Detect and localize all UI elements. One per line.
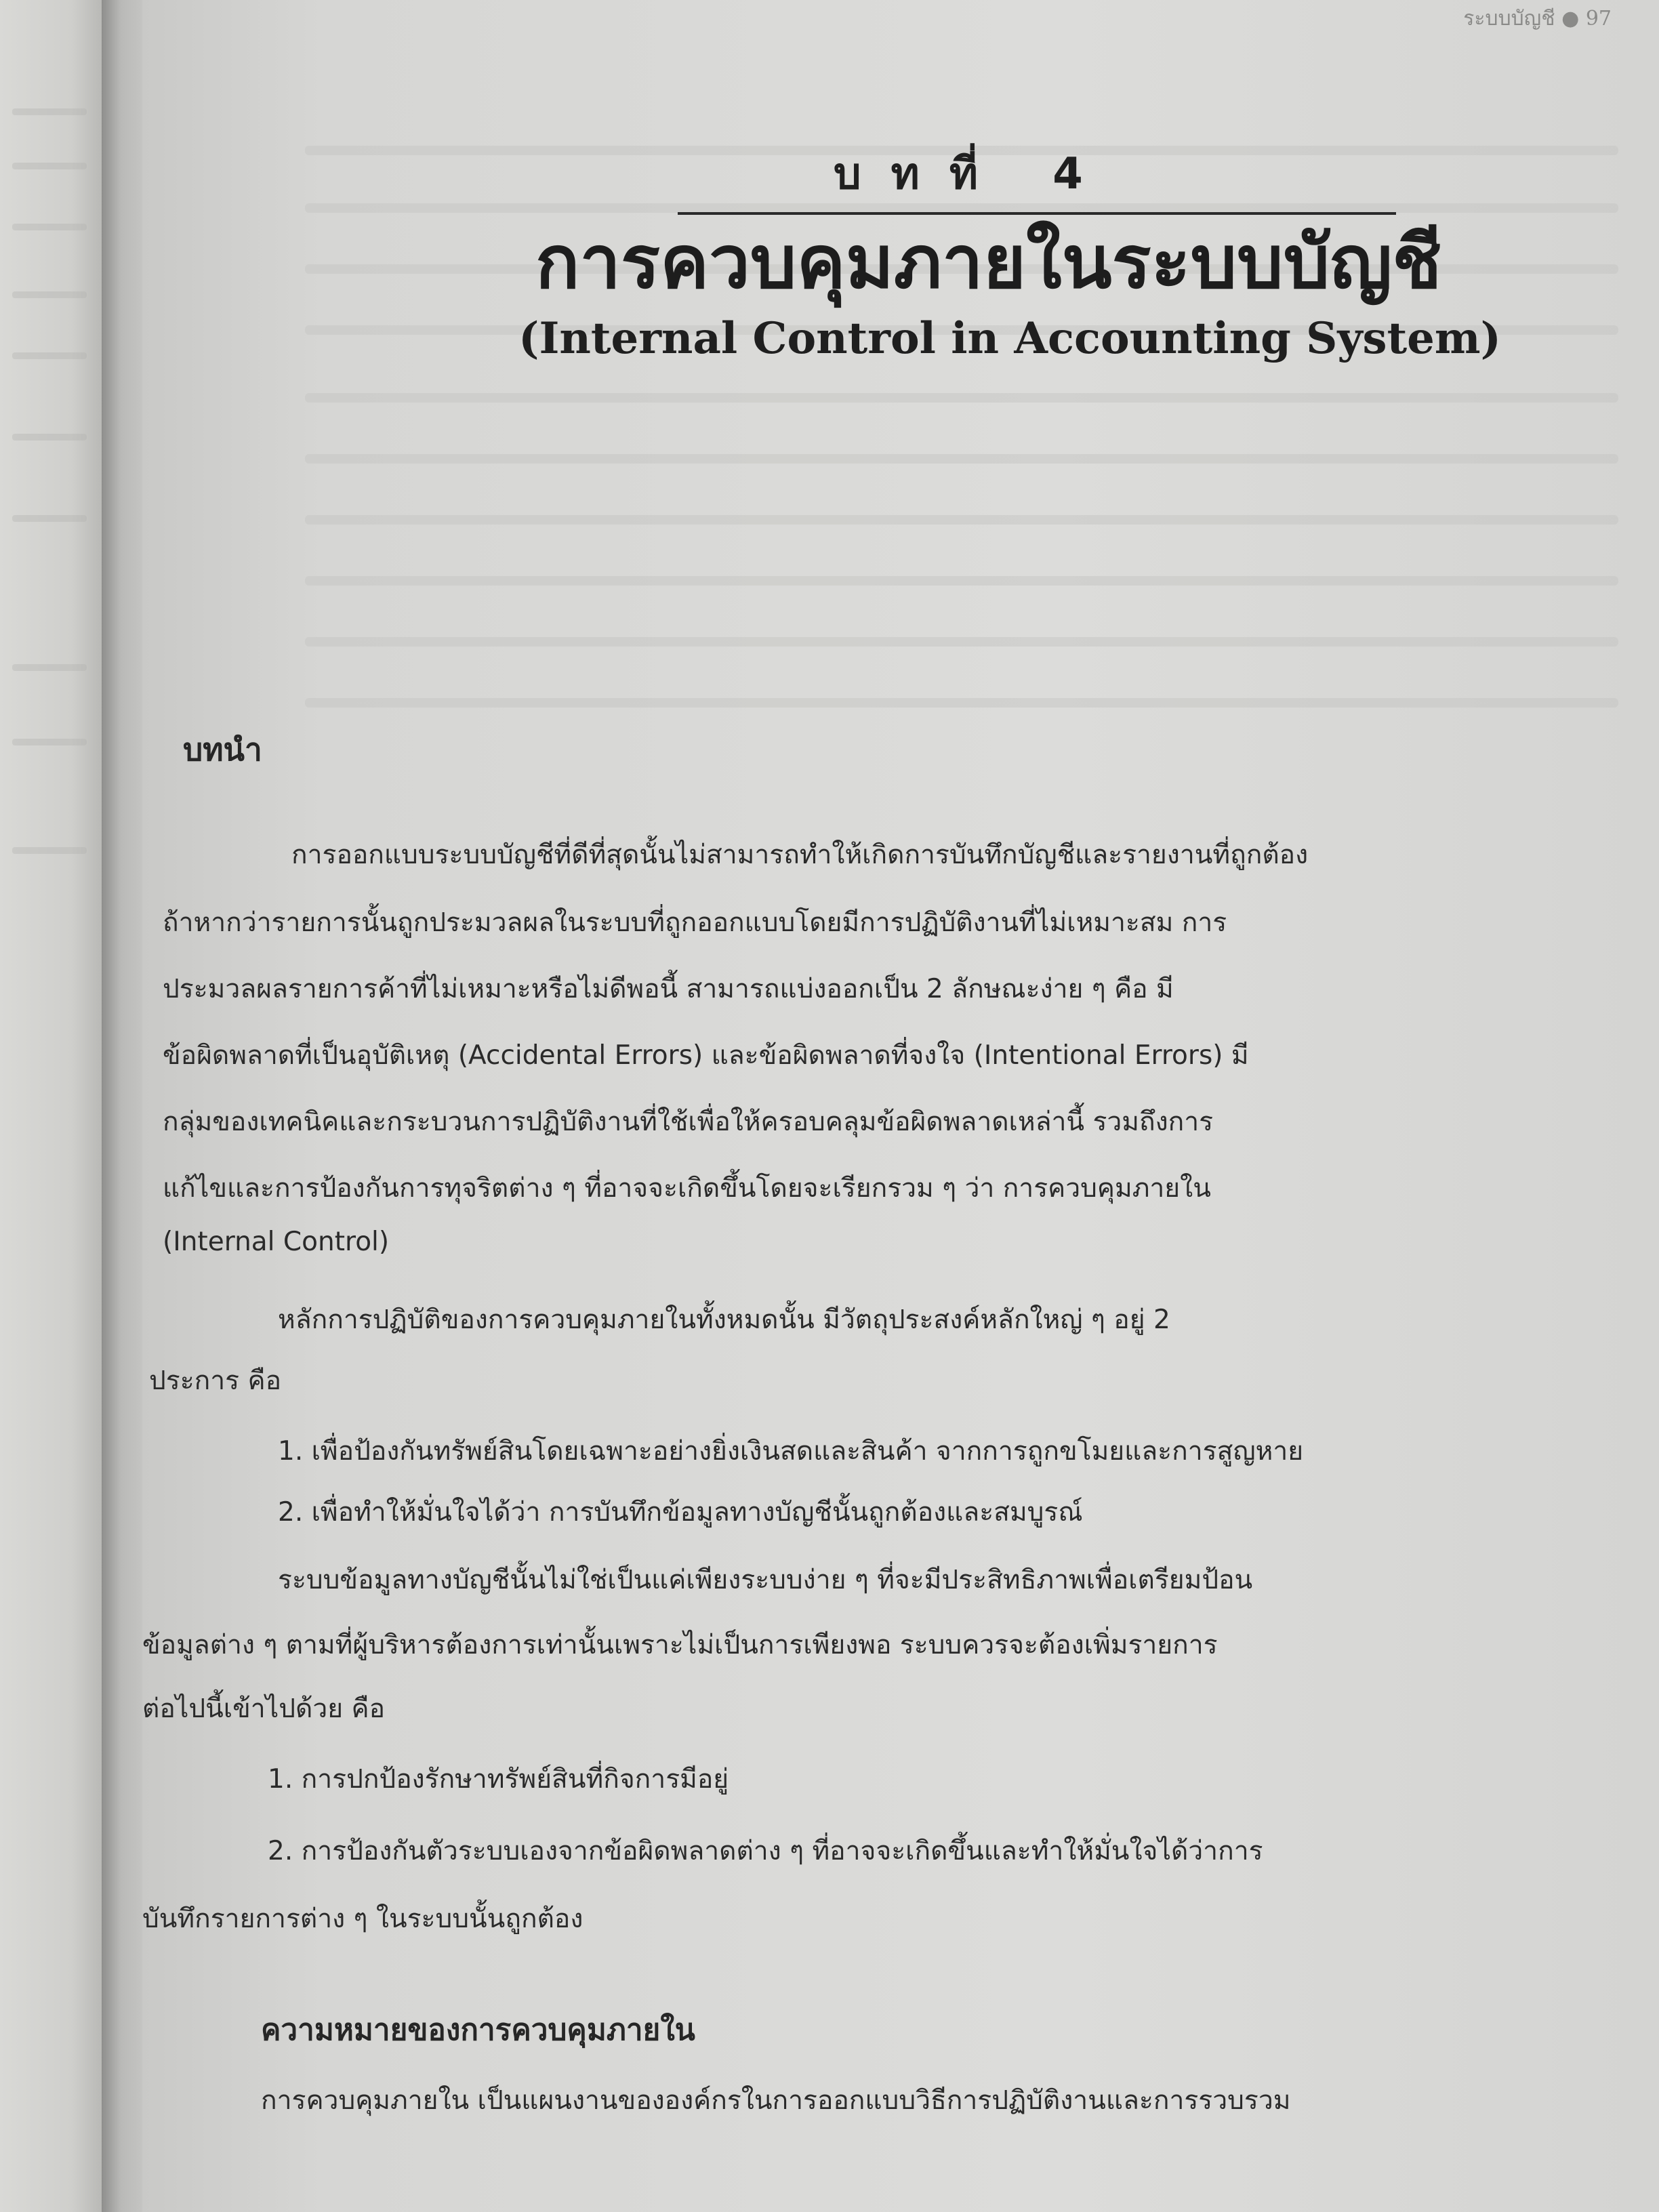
- show-through: [305, 698, 1618, 708]
- paragraph-line: ระบบข้อมูลทางบัญชีนั้นไม่ใช่เป็นแค่เพียงระบบง่าย ๆ ที่จะมีประสิทธิภาพเพื่อเตรียมป้อน: [278, 1565, 1253, 1595]
- paragraph-line: กลุ่มของเทคนิคและกระบวนการปฏิบัติงานที่ใช้เพื่อให้ครอบคลุมข้อผิดพลาดเหล่านี้ รวมถึงการ: [163, 1107, 1214, 1137]
- list-item: 1. เพื่อป้องกันทรัพย์สินโดยเฉพาะอย่างยิ่งเงินสดและสินค้า จากการถูกขโมยและการสูญหาย: [278, 1436, 1304, 1467]
- chapter-title: การควบคุมภายในระบบบัญชี: [535, 220, 1442, 305]
- section-heading-meaning: ความหมายของการควบคุมภายใน: [261, 2013, 695, 2047]
- paragraph-line: ถ้าหากว่ารายการนั้นถูกประมวลผลในระบบที่ถูกออกแบบโดยมีการปฏิบัติงานที่ไม่เหมาะสม การ: [163, 907, 1227, 938]
- facing-page-text: [12, 434, 87, 441]
- paragraph-line: การควบคุมภายใน เป็นแผนงานขององค์กรในการออกแบบวิธีการปฏิบัติงานและการรวบรวม: [261, 2085, 1291, 2116]
- facing-page-text: [12, 291, 87, 298]
- show-through: [305, 393, 1618, 403]
- paragraph-line: ประมวลผลรายการค้าที่ไม่เหมาะหรือไม่ดีพอนี้ สามารถแบ่งออกเป็น 2 ลักษณะง่าย ๆ คือ มี: [163, 974, 1174, 1004]
- list-item: 2. การป้องกันตัวระบบเองจากข้อผิดพลาดต่าง ๆ ที่อาจจะเกิดขึ้นและทำให้มั่นใจได้ว่าการ: [268, 1836, 1263, 1866]
- paragraph-line: หลักการปฏิบัติของการควบคุมภายในทั้งหมดนั้น มีวัตถุประสงค์หลักใหญ่ ๆ อยู่ 2: [278, 1305, 1170, 1335]
- paragraph-line: ข้อมูลต่าง ๆ ตามที่ผู้บริหารต้องการเท่านั้นเพราะไม่เป็นการเพียงพอ ระบบควรจะต้องเพิ่มรายการ: [142, 1630, 1218, 1660]
- list-item: 2. เพื่อทำให้มั่นใจได้ว่า การบันทึกข้อมูลทางบัญชีนั้นถูกต้องและสมบูรณ์: [278, 1497, 1083, 1528]
- paragraph-line: ประการ คือ: [149, 1366, 282, 1396]
- paragraph-line: ต่อไปนี้เข้าไปด้วย คือ: [142, 1694, 386, 1724]
- facing-page-text: [12, 108, 87, 115]
- running-head: ระบบบัญชี ● 97: [1463, 7, 1612, 30]
- paragraph-line: แก้ไขและการป้องกันการทุจริตต่าง ๆ ที่อาจจะเกิดขึ้นโดยจะเรียกรวม ๆ ว่า การควบคุมภายใน: [163, 1173, 1211, 1204]
- facing-page-text: [12, 224, 87, 230]
- chapter-subtitle: (Internal Control in Accounting System): [518, 313, 1501, 364]
- facing-page: [0, 0, 102, 2212]
- facing-page-text: [12, 739, 87, 745]
- section-heading-intro: บทนำ: [183, 731, 262, 768]
- paragraph-line: ข้อผิดพลาดที่เป็นอุบัติเหตุ (Accidental Errors) และข้อผิดพลาดที่จงใจ (Intentional Errors) มี: [163, 1040, 1249, 1071]
- facing-page-text: [12, 515, 87, 522]
- show-through: [305, 515, 1618, 525]
- book-page: [142, 0, 1659, 2212]
- chapter-label: บทที่ 4: [834, 149, 1113, 199]
- paragraph-line: (Internal Control): [163, 1227, 390, 1257]
- show-through: [305, 454, 1618, 464]
- show-through: [305, 637, 1618, 647]
- list-item: 1. การปกป้องรักษาทรัพย์สินที่กิจการมีอยู่: [268, 1764, 729, 1795]
- paragraph-line: บันทึกรายการต่าง ๆ ในระบบนั้นถูกต้อง: [142, 1904, 583, 1934]
- facing-page-text: [12, 163, 87, 169]
- facing-page-text: [12, 847, 87, 854]
- facing-page-text: [12, 664, 87, 671]
- paragraph-line: การออกแบบระบบบัญชีที่ดีที่สุดนั้นไม่สามารถทำให้เกิดการบันทึกบัญชีและรายงานที่ถูกต้อง: [291, 840, 1309, 870]
- facing-page-text: [12, 352, 87, 359]
- show-through: [305, 576, 1618, 586]
